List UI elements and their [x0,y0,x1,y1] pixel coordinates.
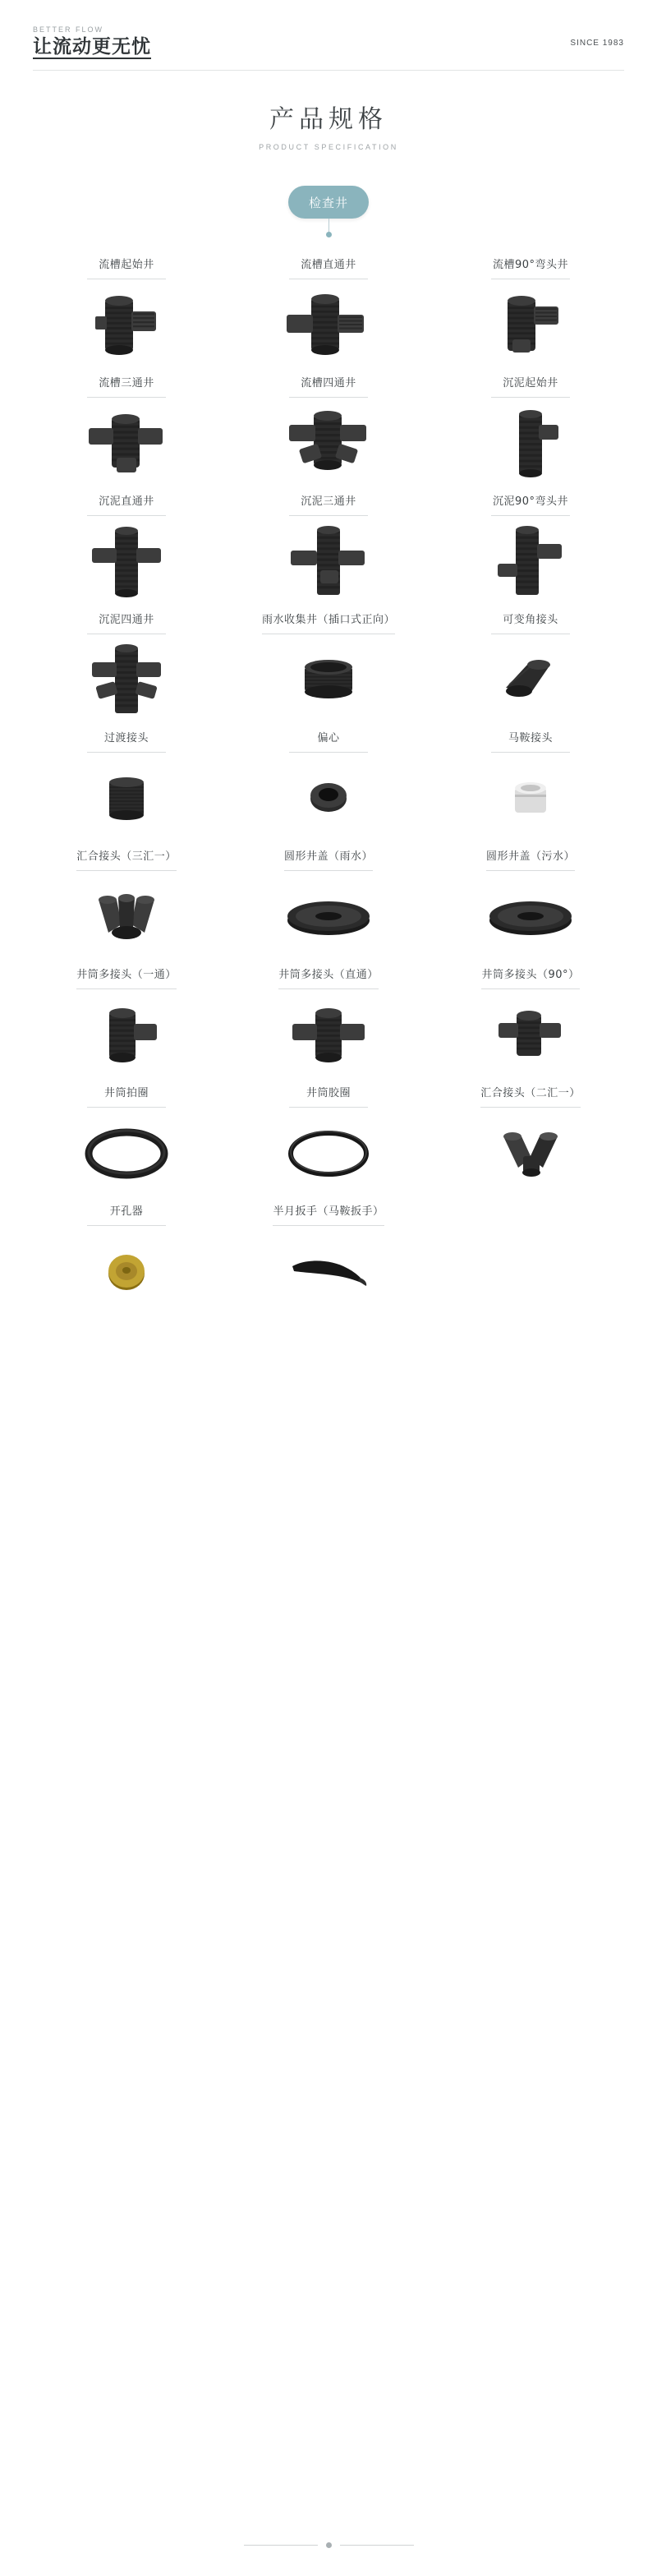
category-section [0,186,657,237]
page-footer [0,2542,657,2548]
saddle-coupling-icon [432,753,629,841]
product-cell[interactable] [432,604,629,722]
product-label: 过渡接头 [87,729,166,753]
page-header [0,0,657,71]
round-manhole-cover-rainwater-icon [230,871,427,959]
footer-line-left [244,2545,318,2546]
round-manhole-cover-sewage-icon [432,871,629,959]
footer-dot [326,2542,332,2548]
product-label: 沉泥起始井 [491,374,570,398]
product-label: 可变角接头 [491,611,570,634]
product-label: 流槽起始井 [87,256,166,279]
shaft-clamp-ring-icon [28,1108,225,1196]
shaft-multi-coupling-straight-icon [230,989,427,1077]
category-connector-line [328,219,329,232]
product-cell[interactable] [28,486,225,604]
product-label: 流槽三通井 [87,374,166,398]
half-moon-wrench-icon [230,1226,427,1314]
three-to-one-junction-icon [28,871,225,959]
product-label: 圆形井盖（污水） [486,847,575,871]
product-cell[interactable] [230,1196,427,1314]
product-label: 圆形井盖（雨水） [284,847,373,871]
product-label: 井筒拍圈 [87,1084,166,1108]
product-label: 沉泥四通井 [87,611,166,634]
product-label: 开孔器 [87,1202,166,1226]
product-cell[interactable] [230,841,427,959]
product-label: 流槽90°弯头井 [491,256,570,279]
product-label: 流槽四通井 [289,374,368,398]
transition-coupling-icon [28,753,225,841]
eccentric-reducer-icon [230,753,427,841]
product-cell[interactable] [28,1077,225,1196]
sediment-four-way-fitting-icon [28,634,225,722]
straight-through-fitting-icon [230,279,427,367]
product-label: 汇合接头（三汇一） [76,847,177,871]
brand-name-cn: 让流动更无忧 [33,36,151,58]
product-cell[interactable] [230,367,427,486]
product-label: 雨水收集井（插口式正向） [262,611,395,634]
footer-line-right [340,2545,414,2546]
shaft-multi-coupling-90-icon [432,989,629,1077]
sediment-elbow-90-fitting-icon [432,516,629,604]
brand-logo [33,14,151,57]
product-label: 汇合接头（二汇一） [480,1084,581,1108]
product-label: 井筒多接头（90°） [481,965,579,989]
product-grid [0,249,657,1314]
product-cell[interactable] [28,367,225,486]
product-label: 沉泥90°弯头井 [491,492,570,516]
product-cell[interactable] [432,959,629,1077]
product-cell[interactable] [28,841,225,959]
product-label: 沉泥直通井 [87,492,166,516]
product-cell[interactable] [432,249,629,367]
product-label: 沉泥三通井 [289,492,368,516]
three-way-fitting-icon [28,398,225,486]
product-cell[interactable] [432,367,629,486]
product-label: 井筒多接头（一通） [76,965,177,989]
tee-fitting-icon [28,279,225,367]
product-cell[interactable] [28,249,225,367]
product-cell[interactable] [432,486,629,604]
product-cell[interactable] [230,959,427,1077]
shaft-rubber-ring-icon [230,1108,427,1196]
hole-cutter-icon [28,1226,225,1314]
four-way-fitting-icon [230,398,427,486]
adjustable-angle-coupling-icon [432,634,629,722]
product-label: 马鞍接头 [491,729,570,753]
rainwater-collection-well-icon [230,634,427,722]
product-cell[interactable] [432,1077,629,1196]
elbow-90-fitting-icon [432,279,629,367]
product-cell[interactable] [432,722,629,841]
since-label: SINCE 1983 [570,38,624,48]
page-title [0,71,657,151]
page-title-en: PRODUCT SPECIFICATION [259,143,398,151]
product-cell[interactable] [28,1196,225,1314]
sediment-straight-fitting-icon [28,516,225,604]
product-label: 井筒多接头（直通） [278,965,379,989]
product-cell[interactable] [432,841,629,959]
brand-tagline-en: BETTER FLOW [33,25,104,34]
product-label: 半月扳手（马鞍扳手） [273,1202,384,1226]
product-cell[interactable] [28,722,225,841]
product-cell[interactable] [230,249,427,367]
product-label: 偏心 [289,729,368,753]
header-divider [33,70,624,71]
product-cell[interactable] [230,604,427,722]
category-pill[interactable]: 检查井 [288,186,369,219]
page-title-cn: 产品规格 [269,105,388,134]
product-label: 井筒胶圈 [289,1084,368,1108]
product-cell[interactable] [230,486,427,604]
sediment-three-way-fitting-icon [230,516,427,604]
product-cell[interactable] [230,1077,427,1196]
sediment-start-fitting-icon [432,398,629,486]
shaft-multi-coupling-one-way-icon [28,989,225,1077]
two-to-one-junction-icon [432,1108,629,1196]
category-connector-dot [326,232,332,237]
product-label: 流槽直通井 [289,256,368,279]
product-cell[interactable] [230,722,427,841]
product-cell[interactable] [28,604,225,722]
product-cell[interactable] [28,959,225,1077]
